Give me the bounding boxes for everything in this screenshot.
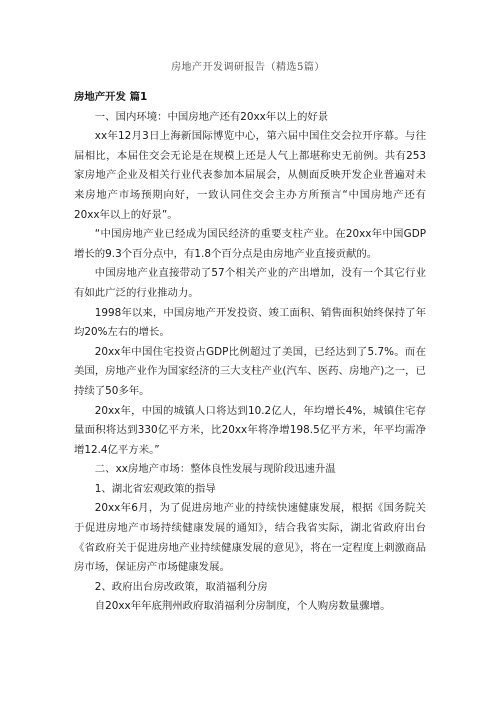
paragraph-heading-domestic: 一、国内环境：中国房地产还有20xx年以上的好景 (94, 110, 329, 123)
paragraph: 20xx年中国住宅投资占GDP比例超过了美国，已经达到了5.7%。而在美国，房地产业作为国家经济的三大支柱产业(汽车、医药、房地产)之一，已持续了50多年。 (74, 345, 426, 397)
page-header-title: 房地产开发调研报告（精选5篇） (171, 62, 325, 73)
section-heading: 房地产开发 篇1 (74, 91, 148, 103)
paragraph-subheading: 2、政府出台房改政策，取消福利分房 (94, 580, 268, 593)
paragraph-subheading: 1、湖北省宏观政策的指导 (94, 482, 216, 495)
paragraph-heading-market: 二、xx房地产市场：整体良性发展与现阶段迅速升温 (94, 463, 336, 476)
paragraph: 自20xx年年底荆州政府取消福利分房制度，个人购房数量骤增。 (94, 600, 391, 613)
paragraph: 20xx年6月，为了促进房地产业的持续快速健康发展，根据《国务院关于促进房地产市场持续健康发展的通知》，结合我省实际，湖北省政府出台《省政府关于促进房地产业持续健康发展的意见》，将在一定程度上刺激商品房市场，保证房产市场健康发展。 (74, 502, 426, 574)
paragraph: 中国房地产业直接带动了57个相关产业的产出增加，没有一个其它行业有如此广泛的行业推动力。 (74, 267, 426, 299)
paragraph-quote: “中国房地产业已经成为国民经济的重要支柱产业。在20xx年中国GDP增长的9.3个百分点中，有1.8个百分点是由房地产业直接贡献的。 (74, 228, 426, 260)
paragraph: 1998年以来，中国房地产开发投资、竣工面积、销售面积始终保持了年均20%左右的增长。 (74, 306, 426, 339)
document-body (74, 88, 426, 617)
paragraph: xx年12月3日上海新国际博览中心，第六届中国住交会拉开序幕。与往届相比，本届住交会无论是在规模上还是人气上都堪称史无前例。共有253家房地产企业及相关行业代表参加本届展会，从侧面反映开发企业普遍对未来房地产市场预期向好，一致认同住交会主办方所预言“中国房地产还有20xx年以上的好景”。 (74, 130, 426, 221)
paragraph: 20xx年，中国的城镇人口将达到10.2亿人，年均增长4%，城镇住宅存量面积将达到330亿平方米，比20xx年将净增198.5亿平方米，年平均需净增12.4亿平方米。” (74, 404, 426, 456)
